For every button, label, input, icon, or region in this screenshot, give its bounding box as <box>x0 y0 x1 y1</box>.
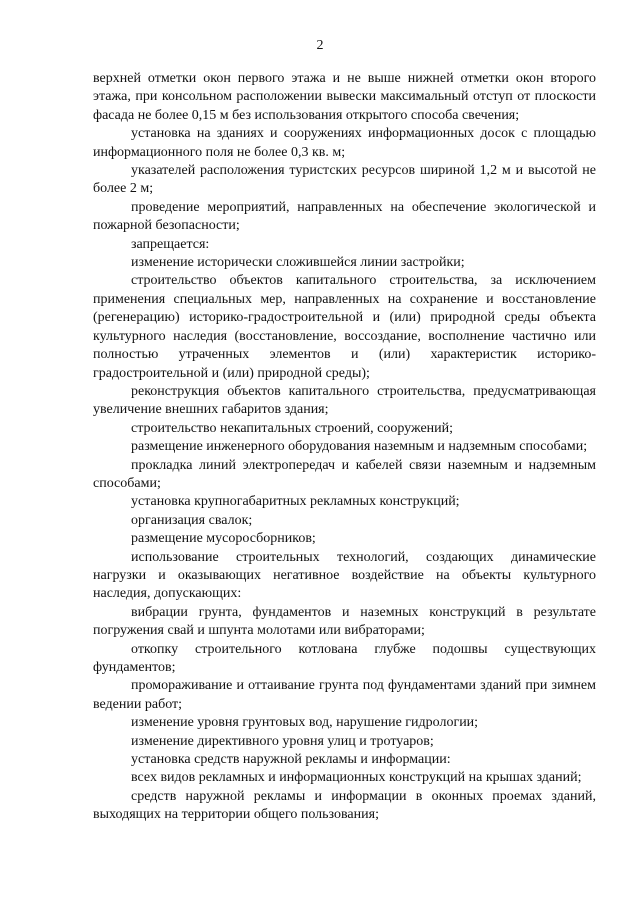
document-body <box>93 70 596 825</box>
paragraph-capital-construction: строительство объектов капитального строительства, за исключением применения специальных мер, направленных на сохранение и восстановление (регенерацию) историко-градостроительной и (или) природной среды объекта культурного наследия (восстановление, воссоздание, восполнение частично или полностью утраченных элементов и (или) характеристик историко-градостроительной и (или) природной среды); <box>93 273 596 381</box>
paragraph-tourist-signs: указателей расположения туристских ресурсов шириной 1,2 м и высотой не более 2 м; <box>93 163 596 197</box>
paragraph-safety-measures: проведение мероприятий, направленных на обеспечение экологической и пожарной безопасности; <box>93 199 596 234</box>
paragraph-engineering-equipment: размещение инженерного оборудования наземным и надземным способами; <box>131 439 588 455</box>
paragraph-prohibited-heading: запрещается: <box>131 236 210 252</box>
paragraph-sign-continuation: верхней отметки окон первого этажа и не выше нижней отметки окон второго этажа, при консольном расположении вывески максимальный отступ от плоскости фасада не более 0,15 м без использования открытого способа свечения; <box>93 71 596 123</box>
paragraph-reconstruction: реконструкция объектов капитального строительства, предусматривающая увеличение внешних габаритов здания; <box>93 383 596 418</box>
paragraph-outdoor-advertising: установка средств наружной рекламы и информации: <box>131 752 451 768</box>
paragraph-large-billboards: установка крупногабаритных рекламных конструкций; <box>131 494 460 510</box>
paragraph-dynamic-loads: использование строительных технологий, создающих динамические нагрузки и оказывающих негативное воздействие на объекты культурного наследия, допускающих: <box>93 549 596 602</box>
paragraph-garbage-bins: размещение мусоросборников; <box>131 531 316 547</box>
paragraph-info-boards: установка на зданиях и сооружениях информационных досок с площадью информационного поля не более 0,3 кв. м; <box>93 126 596 160</box>
paragraph-window-advertising: средств наружной рекламы и информации в оконных проемах зданий, выходящих на территории общего пользования; <box>93 788 596 823</box>
paragraph-building-line: изменение исторически сложившейся линии застройки; <box>131 255 465 271</box>
paragraph-ground-freezing: промораживание и оттаивание грунта под фундаментами зданий при зимнем ведении работ; <box>93 678 596 712</box>
paragraph-groundwater: изменение уровня грунтовых вод, нарушение гидрологии; <box>131 715 479 731</box>
paragraph-power-lines: прокладка линий электропередач и кабелей связи наземным и надземным способами; <box>93 457 596 491</box>
paragraph-dumps: организация свалок; <box>131 512 253 528</box>
paragraph-roof-advertising: всех видов рекламных и информационных конструкций на крышах зданий; <box>131 770 582 786</box>
paragraph-temporary-structures: строительство некапитальных строений, сооружений; <box>131 420 454 436</box>
paragraph-street-level: изменение директивного уровня улиц и тротуаров; <box>131 733 434 749</box>
paragraph-excavation: откопку строительного котлована глубже подошвы существующих фундаментов; <box>93 641 596 675</box>
paragraph-vibrations: вибрации грунта, фундаментов и наземных конструкций в результате погружения свай и шпунта молотами или вибраторами; <box>93 604 596 639</box>
page-number: 2 <box>316 38 324 53</box>
